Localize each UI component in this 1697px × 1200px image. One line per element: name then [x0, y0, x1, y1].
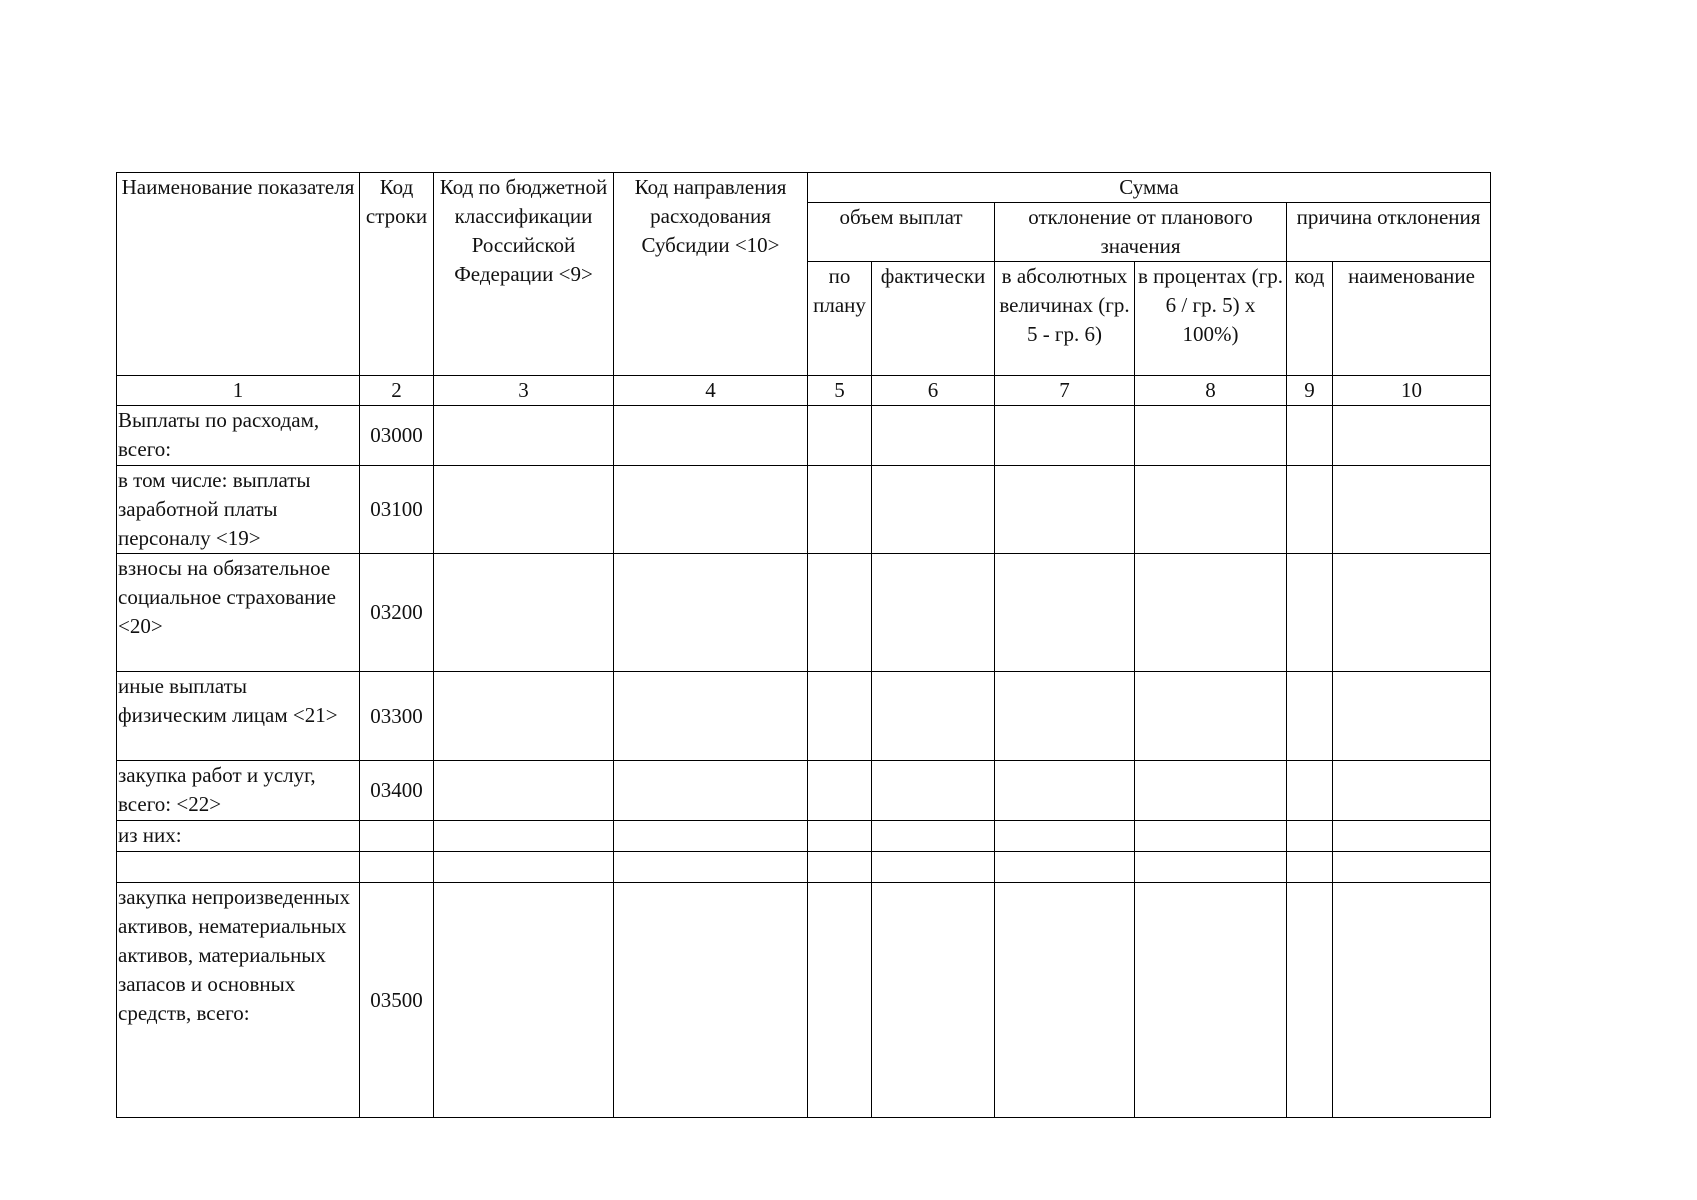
empty-cell [434, 406, 614, 466]
row-code: 03500 [360, 883, 434, 1118]
column-number-row [117, 376, 1491, 406]
empty-cell [1287, 761, 1333, 821]
header-budget-classification: Код по бюджетной классификации Российской Федерации <9> [434, 173, 614, 376]
row-name: закупка непроизведенных активов, нематериальных активов, материальных запасов и основных средств, всего: [117, 883, 360, 1118]
table-row [117, 883, 1491, 1118]
empty-cell [1333, 672, 1491, 761]
empty-cell [434, 883, 614, 1118]
empty-cell [434, 821, 614, 852]
empty-cell [995, 466, 1135, 554]
empty-cell [434, 761, 614, 821]
column-number: 7 [995, 376, 1135, 406]
empty-cell [1287, 554, 1333, 672]
column-number: 10 [1333, 376, 1491, 406]
row-name: взносы на обязательное социальное страхование <20> [117, 554, 360, 672]
empty-cell [1287, 406, 1333, 466]
report-table [116, 172, 1491, 1118]
empty-cell [872, 554, 995, 672]
column-number: 8 [1135, 376, 1287, 406]
empty-cell [1135, 821, 1287, 852]
empty-cell [995, 672, 1135, 761]
header-by-plan: по плану [808, 262, 872, 376]
row-name: Выплаты по расходам, всего: [117, 406, 360, 466]
header-reason-name: наименование [1333, 262, 1491, 376]
empty-cell [1333, 852, 1491, 883]
row-code [360, 852, 434, 883]
row-name: иные выплаты физическим лицам <21> [117, 672, 360, 761]
empty-cell [808, 852, 872, 883]
empty-cell [995, 554, 1135, 672]
table-row [117, 672, 1491, 761]
table-row [117, 852, 1491, 883]
row-code: 03000 [360, 406, 434, 466]
row-name: из них: [117, 821, 360, 852]
header-subsidy-direction: Код направления расходования Субсидии <10> [614, 173, 808, 376]
empty-cell [1287, 821, 1333, 852]
empty-cell [434, 554, 614, 672]
empty-cell [872, 406, 995, 466]
empty-cell [872, 821, 995, 852]
column-number: 3 [434, 376, 614, 406]
empty-cell [1135, 406, 1287, 466]
row-code [360, 821, 434, 852]
row-code: 03300 [360, 672, 434, 761]
table-row [117, 406, 1491, 466]
empty-cell [995, 883, 1135, 1118]
empty-cell [872, 883, 995, 1118]
empty-cell [808, 406, 872, 466]
column-number: 4 [614, 376, 808, 406]
header-reason-code: код [1287, 262, 1333, 376]
row-code: 03400 [360, 761, 434, 821]
empty-cell [808, 883, 872, 1118]
empty-cell [614, 554, 808, 672]
header-sum: Сумма [808, 173, 1491, 203]
empty-cell [434, 852, 614, 883]
empty-cell [1287, 852, 1333, 883]
column-number: 1 [117, 376, 360, 406]
empty-cell [1333, 406, 1491, 466]
empty-cell [1333, 821, 1491, 852]
empty-cell [1135, 554, 1287, 672]
header-deviation-reason: причина отклонения [1287, 203, 1491, 262]
row-name [117, 852, 360, 883]
empty-cell [1287, 883, 1333, 1118]
empty-cell [1287, 672, 1333, 761]
row-name: закупка работ и услуг, всего: <22> [117, 761, 360, 821]
empty-cell [808, 554, 872, 672]
table-row [117, 821, 1491, 852]
header-percent: в процентах (гр. 6 / гр. 5) x 100%) [1135, 262, 1287, 376]
empty-cell [808, 672, 872, 761]
empty-cell [1135, 883, 1287, 1118]
empty-cell [614, 821, 808, 852]
empty-cell [1333, 883, 1491, 1118]
empty-cell [614, 406, 808, 466]
empty-cell [872, 852, 995, 883]
empty-cell [1287, 466, 1333, 554]
column-number: 5 [808, 376, 872, 406]
empty-cell [995, 761, 1135, 821]
header-absolute: в абсолютных величинах (гр. 5 - гр. 6) [995, 262, 1135, 376]
empty-cell [995, 852, 1135, 883]
empty-cell [614, 672, 808, 761]
header-row-code: Код строки [360, 173, 434, 376]
column-number: 2 [360, 376, 434, 406]
empty-cell [995, 406, 1135, 466]
column-number: 9 [1287, 376, 1333, 406]
empty-cell [872, 761, 995, 821]
empty-cell [434, 672, 614, 761]
empty-cell [614, 852, 808, 883]
empty-cell [872, 466, 995, 554]
empty-cell [995, 821, 1135, 852]
empty-cell [614, 883, 808, 1118]
empty-cell [1333, 761, 1491, 821]
header-deviation: отклонение от планового значения [995, 203, 1287, 262]
empty-cell [614, 466, 808, 554]
empty-cell [1333, 554, 1491, 672]
empty-cell [1333, 466, 1491, 554]
header-payment-volume: объем выплат [808, 203, 995, 262]
empty-cell [1135, 852, 1287, 883]
header-actual: фактически [872, 262, 995, 376]
table-row [117, 761, 1491, 821]
empty-cell [434, 466, 614, 554]
empty-cell [808, 466, 872, 554]
column-number: 6 [872, 376, 995, 406]
header-row-1 [117, 173, 1491, 203]
empty-cell [614, 761, 808, 821]
empty-cell [808, 761, 872, 821]
empty-cell [1135, 672, 1287, 761]
table-row [117, 554, 1491, 672]
empty-cell [808, 821, 872, 852]
row-name: в том числе: выплаты заработной платы персоналу <19> [117, 466, 360, 554]
empty-cell [872, 672, 995, 761]
row-code: 03200 [360, 554, 434, 672]
table-row [117, 466, 1491, 554]
empty-cell [1135, 761, 1287, 821]
header-indicator-name: Наименование показателя [117, 173, 360, 376]
row-code: 03100 [360, 466, 434, 554]
empty-cell [1135, 466, 1287, 554]
